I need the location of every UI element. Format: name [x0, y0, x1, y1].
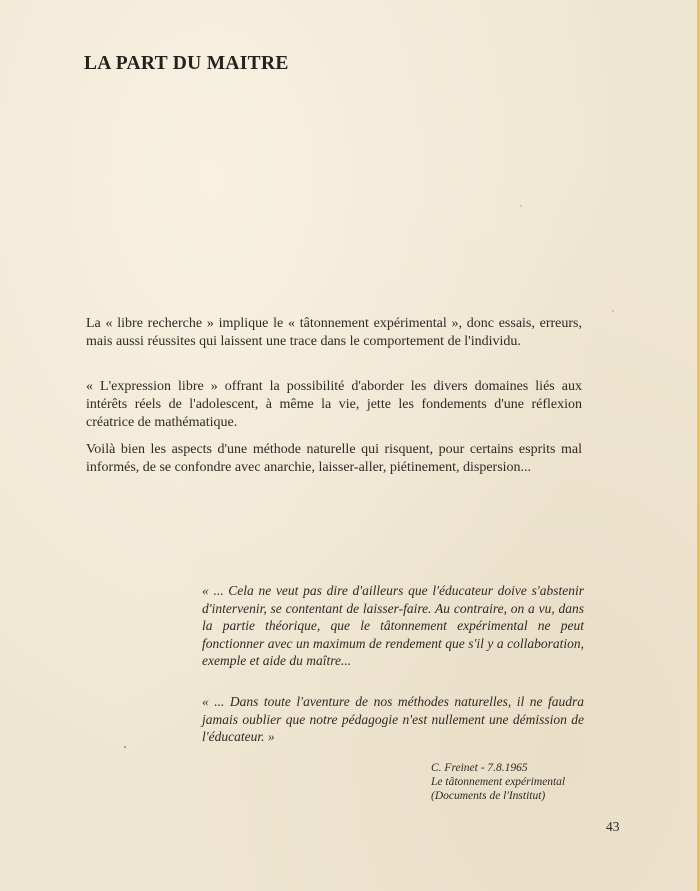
- page-title: LA PART DU MAITRE: [84, 53, 289, 74]
- citation-source: (Documents de l'Institut): [431, 790, 546, 802]
- citation-work: Le tâtonnement expérimental: [431, 776, 566, 788]
- paper-speck: [612, 310, 614, 312]
- paragraph-expression-libre: « L'expression libre » offrant la possibilité d'aborder les divers domaines liés aux intérêts réels de l'adolescent, à même la vie, jette les fondements d'une réflexion créatrice de mathématique.: [86, 379, 582, 430]
- paper-speck: [124, 746, 126, 748]
- citation-block: [431, 761, 601, 803]
- paragraph-methode-naturelle: Voilà bien les aspects d'une méthode naturelle qui risquent, pour certains esprits mal informés, de se confondre avec anarchie, laisser-aller, piétinement, dispersion...: [86, 442, 582, 475]
- quote-laisser-faire: « ... Cela ne veut pas dire d'ailleurs que l'éducateur doive s'abstenir d'intervenir, se contentant de laisser-faire. Au contraire, on a vu, dans la partie théorique, que le tâtonnement expérimental ne peut fonctionner avec un maximum de rendement que s'il y a collaboration, exemple et aide du maître...: [202, 583, 584, 668]
- paper-speck: [520, 205, 522, 207]
- citation-author-date: C. Freinet - 7.8.1965: [431, 762, 528, 774]
- quote-methodes-naturelles: « ... Dans toute l'aventure de nos méthodes naturelles, il ne faudra jamais oublier que notre pédagogie n'est nullement une démission de l'éducateur. »: [202, 694, 584, 744]
- paragraph-libre-recherche: La « libre recherche » implique le « tâtonnement expérimental », donc essais, erreurs, mais aussi réussites qui laissent une trace dans le comportement de l'individu.: [86, 316, 582, 349]
- page-number: 43: [606, 819, 620, 834]
